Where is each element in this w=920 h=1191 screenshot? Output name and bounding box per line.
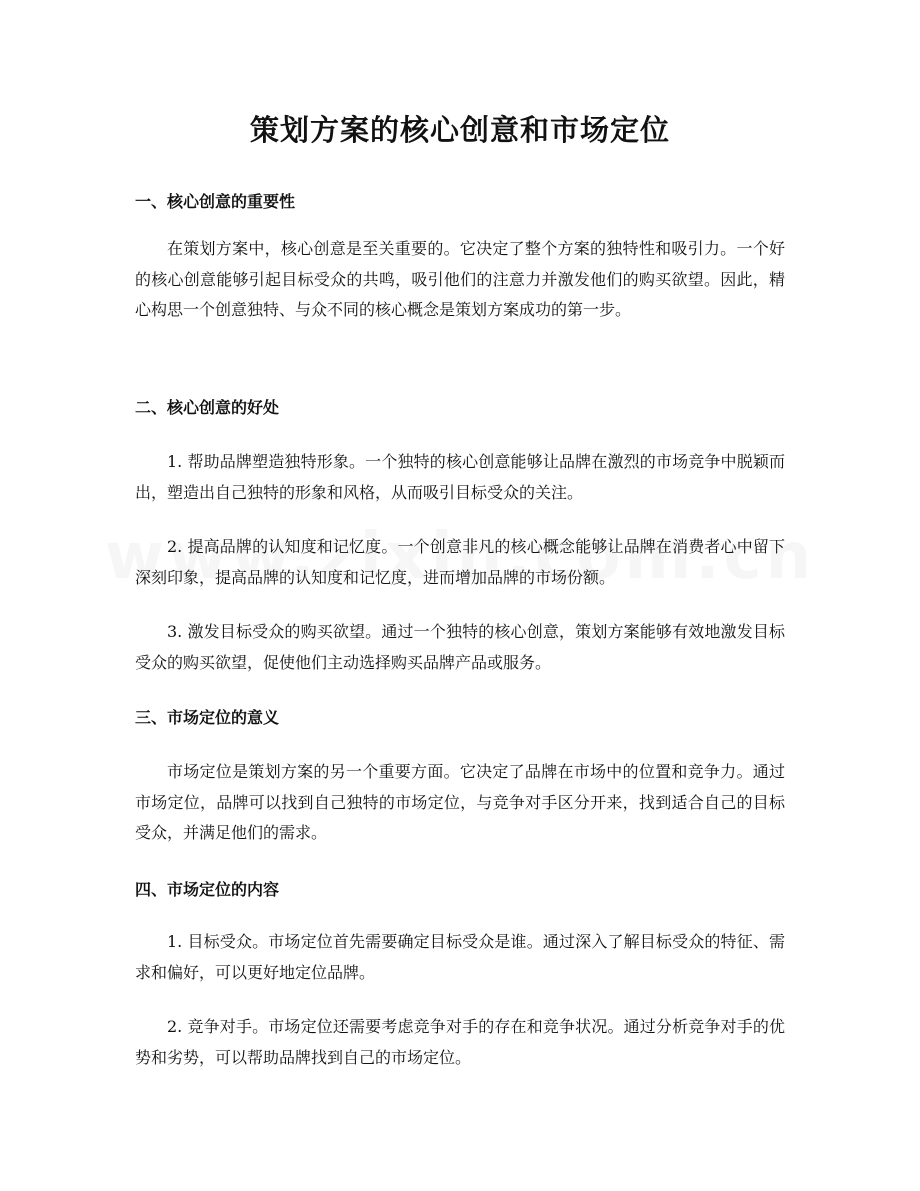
section-3-paragraph-1: 市场定位是策划方案的另一个重要方面。它决定了品牌在市场中的位置和竞争力。通过市场定位，品牌可以找到自己独特的市场定位，与竞争对手区分开来，找到适合自己的目标受众，并满足他们的需求。 — [135, 762, 785, 842]
section-2-paragraph-3: 3. 激发目标受众的购买欲望。通过一个独特的核心创意，策划方案能够有效地激发目标受众的购买欲望，促使他们主动选择购买品牌产品或服务。 — [135, 622, 785, 672]
section-heading-3: 三、市场定位的意义 — [135, 708, 280, 727]
section-2-paragraph-1: 1. 帮助品牌塑造独特形象。一个独特的核心创意能够让品牌在激烈的市场竞争中脱颖而出，塑造出自己独特的形象和风格，从而吸引目标受众的关注。 — [135, 452, 785, 502]
section-1-paragraph-1: 在策划方案中，核心创意是至关重要的。它决定了整个方案的独特性和吸引力。一个好的核心创意能够引起目标受众的共鸣，吸引他们的注意力并激发他们的购买欲望。因此，精心构思一个创意独特、与众不同的核心概念是策划方案成功的第一步。 — [135, 239, 785, 319]
section-heading-1: 一、核心创意的重要性 — [135, 192, 296, 211]
section-heading-2: 二、核心创意的好处 — [135, 398, 280, 417]
page-title: 策划方案的核心创意和市场定位 — [249, 113, 670, 147]
section-heading-4: 四、市场定位的内容 — [135, 880, 280, 899]
section-2-paragraph-2: 2. 提高品牌的认知度和记忆度。一个创意非凡的核心概念能够让品牌在消费者心中留下深刻印象，提高品牌的认知度和记忆度，进而增加品牌的市场份额。 — [135, 537, 785, 587]
section-4-paragraph-2: 2. 竞争对手。市场定位还需要考虑竞争对手的存在和竞争状况。通过分析竞争对手的优势和劣势，可以帮助品牌找到自己的市场定位。 — [135, 1017, 785, 1067]
section-4-paragraph-1: 1. 目标受众。市场定位首先需要确定目标受众是谁。通过深入了解目标受众的特征、需求和偏好，可以更好地定位品牌。 — [135, 932, 785, 982]
